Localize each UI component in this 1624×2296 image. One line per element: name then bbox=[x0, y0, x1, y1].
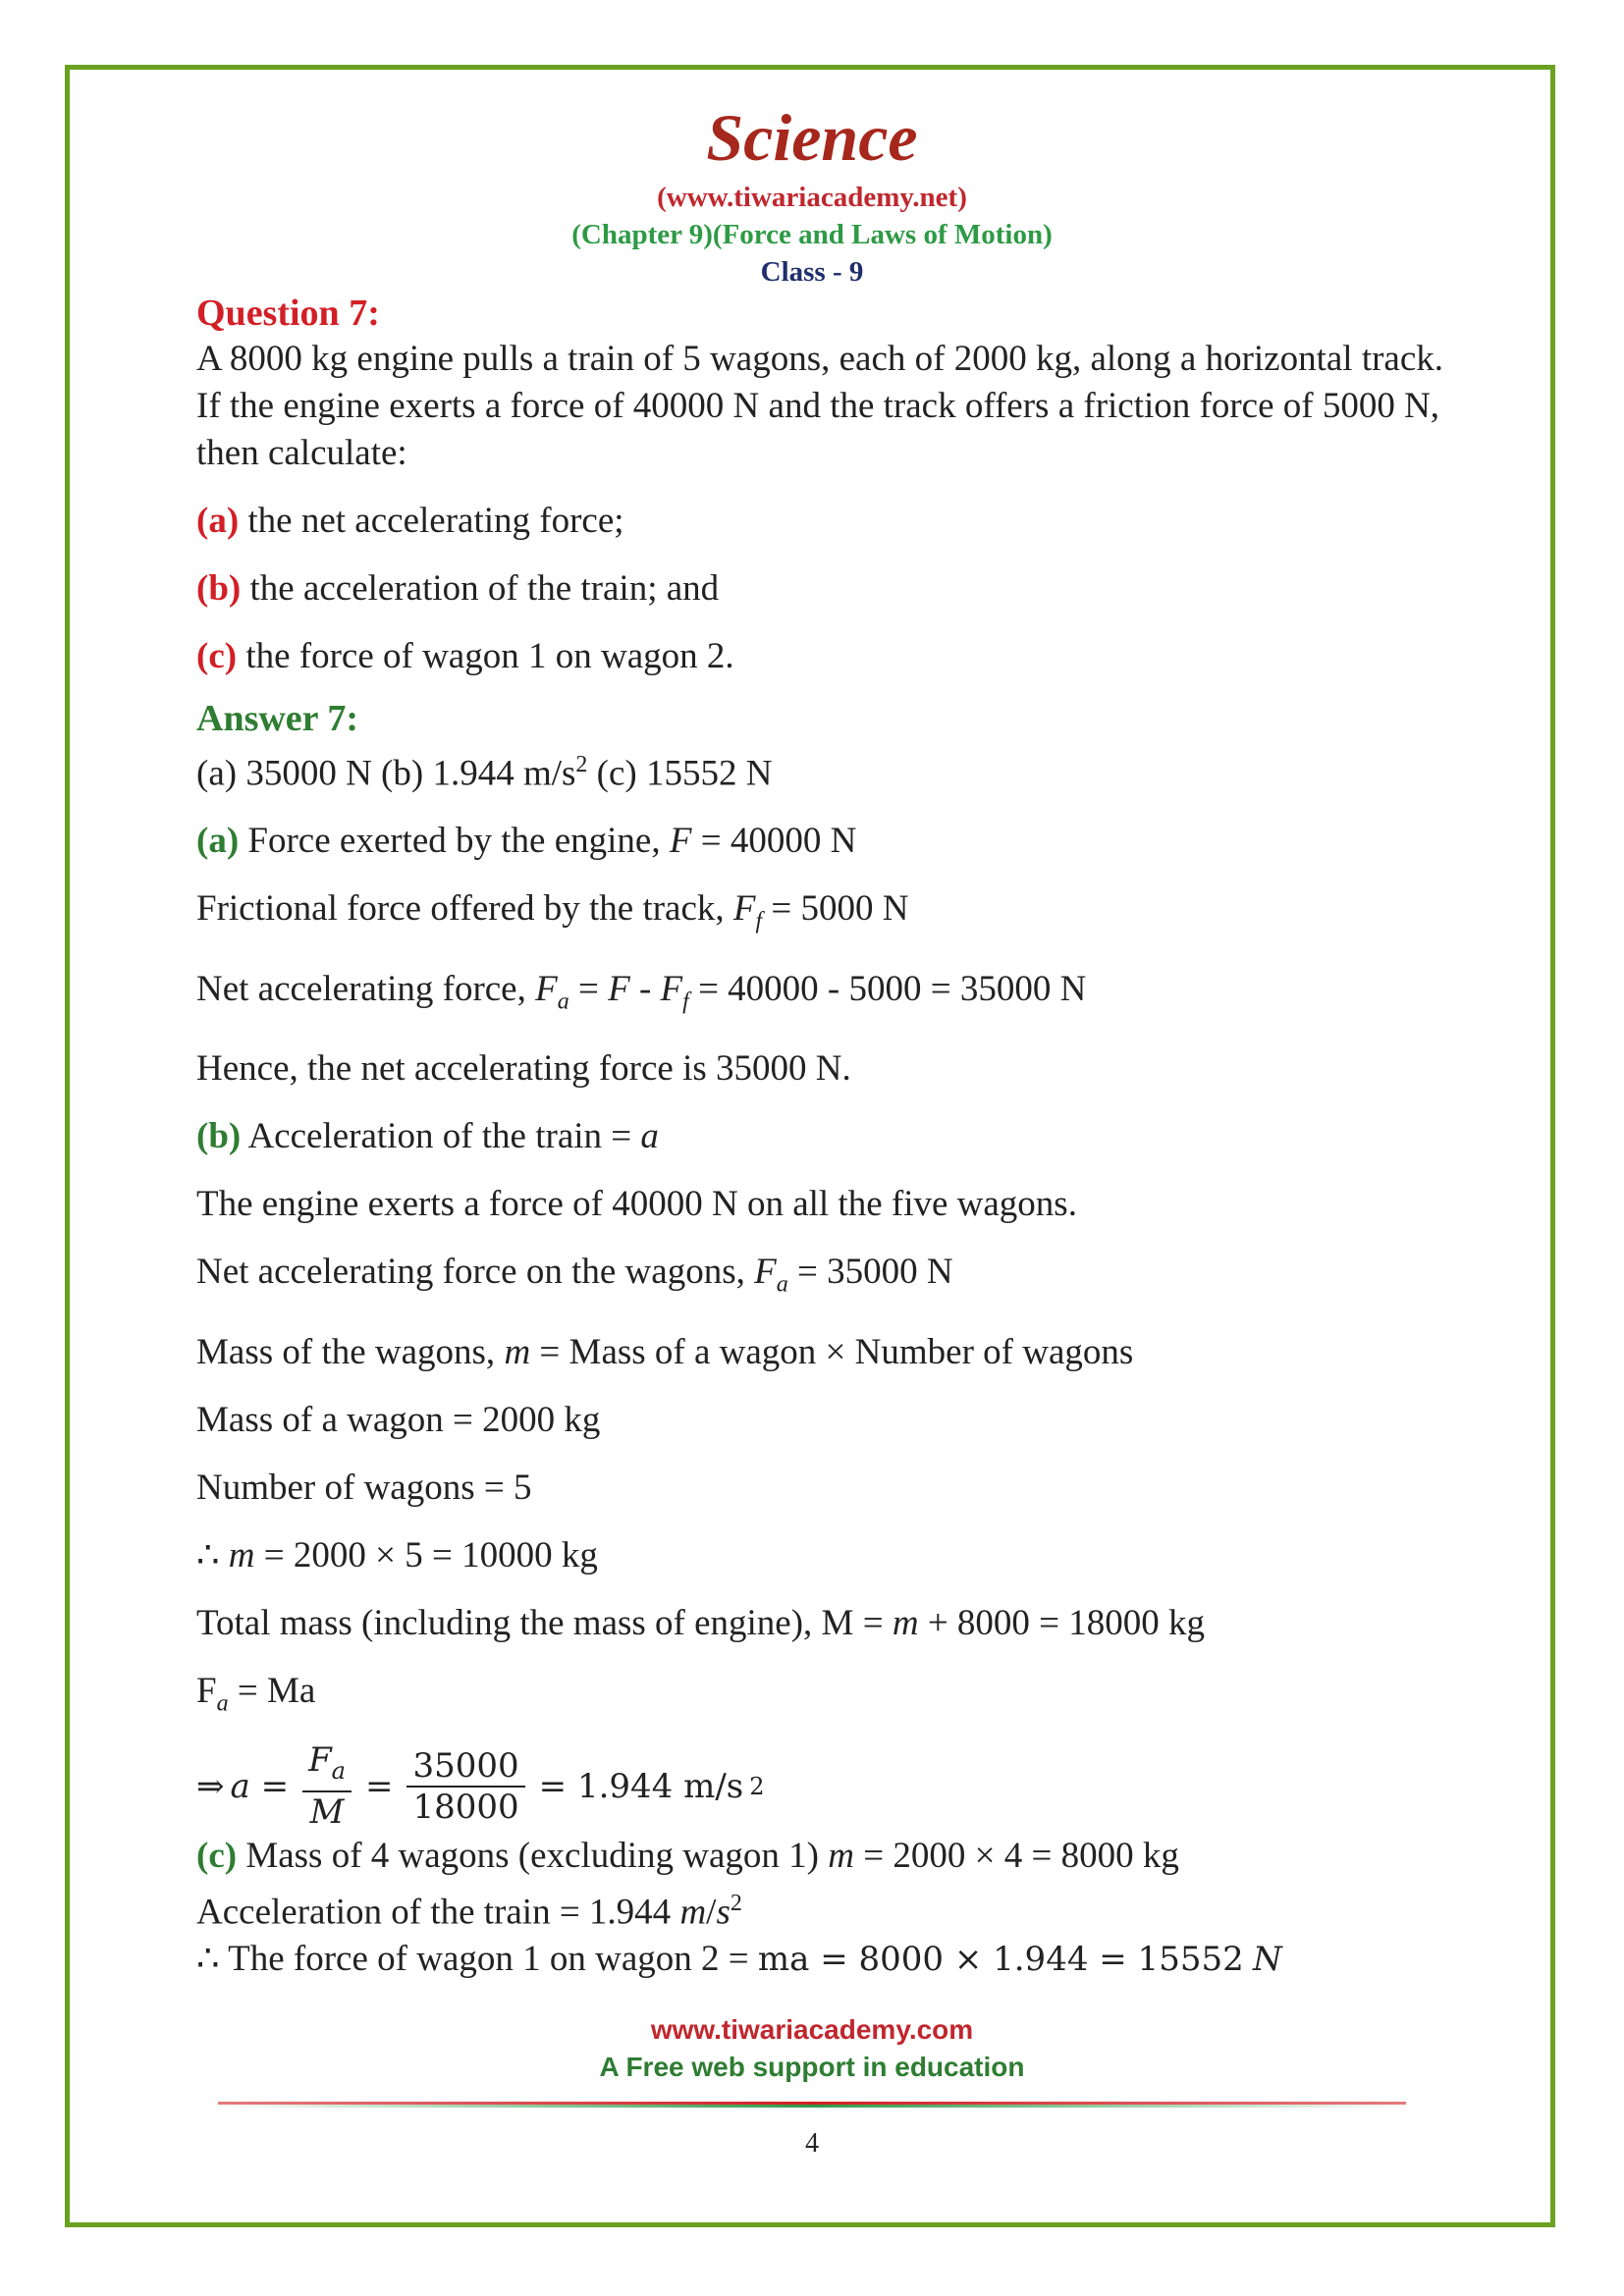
therefore-symbol: ∴ bbox=[196, 1939, 220, 1980]
implies-symbol: ⇒ bbox=[196, 1766, 225, 1806]
answer-summary: (a) 35000 N (b) 1.944 $m/s^2$ (c) 15552 N bbox=[196, 752, 773, 794]
footer-tagline: A Free web support in education bbox=[599, 2052, 1025, 2082]
answer-heading: Answer 7: bbox=[196, 698, 359, 739]
therefore-symbol: ∴ bbox=[196, 1534, 220, 1575]
question-text: A 8000 kg engine pulls a train of 5 wagons, each of 2000 kg, along a horizontal track. If the engine exerts a force of 40000 N and the track offers a friction force of 5000 N, then calculate: bbox=[196, 339, 1444, 473]
page-title: Science bbox=[706, 100, 918, 175]
answer-c-line-3: ∴ The force of wagon 1 on wagon 2 = ma = 8000 × 1.944 = 15552 N bbox=[196, 1939, 1282, 1980]
page-header bbox=[0, 98, 1624, 291]
answer-a-line-2: Frictional force offered by the track, $F_f = 5000$ N bbox=[196, 888, 909, 934]
answer-b-line-3: Net accelerating force on the wagons, $F_a = 35000$ N bbox=[196, 1252, 953, 1298]
fraction-values: $\frac{35000}{18000}$ bbox=[406, 1746, 524, 1827]
answer-b-line-6: Number of wagons = 5 bbox=[196, 1467, 532, 1508]
header-chapter: (Chapter 9)(Force and Laws of Motion) bbox=[571, 219, 1053, 250]
page-number: 4 bbox=[805, 2128, 819, 2159]
header-class: Class - 9 bbox=[760, 256, 864, 288]
answer-a-line-3: Net accelerating force, $F_a = F - F_f = 40000 - 5000 = 35000$ N bbox=[196, 968, 1087, 1015]
footer-divider bbox=[218, 2102, 1406, 2108]
question-heading: Question 7: bbox=[196, 293, 380, 334]
answer-c-line-1: (c) Mass of 4 wagons (excluding wagon 1) m = 2000 × 4 = 8000 kg bbox=[196, 1835, 1179, 1876]
answer-a-line-1: (a) Force exerted by the engine, F = 40000 N bbox=[196, 821, 857, 862]
page-content bbox=[196, 291, 1463, 1983]
question-part-a: (a) the net accelerating force; bbox=[196, 501, 624, 541]
question-part-b: (b) the acceleration of the train; and bbox=[196, 568, 720, 609]
answer-b-line-2: The engine exerts a force of 40000 N on all the five wagons. bbox=[196, 1184, 1077, 1225]
fraction-force-mass: $\frac{F_a}{M}$ bbox=[302, 1740, 352, 1832]
header-site[interactable]: (www.tiwariacademy.net) bbox=[657, 182, 967, 213]
answer-c-line-2: Acceleration of the train = 1.944 $m/s^2$ bbox=[196, 1890, 742, 1933]
answer-b-line-9: $F_a = Ma$ bbox=[196, 1670, 316, 1716]
answer-b-line-4: Mass of the wagons, m = Mass of a wagon × Number of wagons bbox=[196, 1331, 1134, 1372]
answer-a-line-4: Hence, the net accelerating force is 35000 N. bbox=[196, 1048, 851, 1090]
answer-b-line-7: ∴ m = 2000 × 5 = 10000 kg bbox=[196, 1534, 598, 1575]
answer-b-line-1: (b) Acceleration of the train = a bbox=[196, 1116, 659, 1157]
acceleration-equation: ⇒ a = $\frac{F_a}{M}$ = $\frac{35000}{18000}$ = 1.944 m/s 2 bbox=[196, 1740, 765, 1833]
answer-b-line-5: Mass of a wagon = 2000 kg bbox=[196, 1399, 601, 1440]
answer-b-line-8: Total mass (including the mass of engine), M = m + 8000 = 18000 kg bbox=[196, 1602, 1206, 1643]
footer-site-link[interactable]: www.tiwariacademy.com bbox=[650, 2014, 974, 2045]
question-part-c: (c) the force of wagon 1 on wagon 2. bbox=[196, 636, 734, 676]
